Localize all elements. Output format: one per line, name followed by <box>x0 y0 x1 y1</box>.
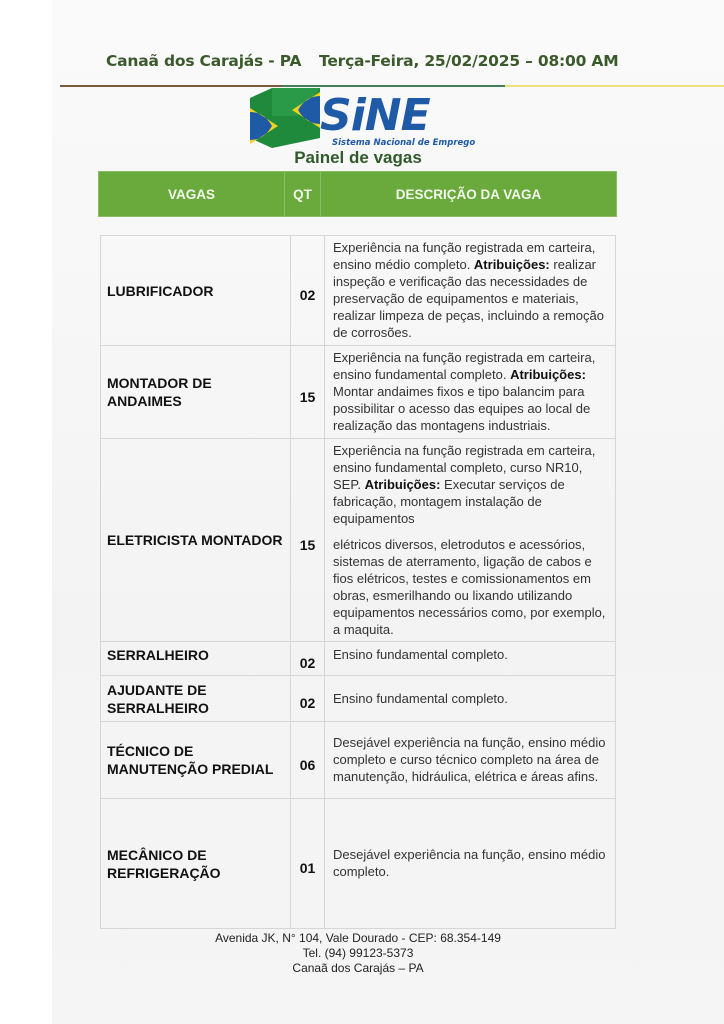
job-description: Experiência na função registrada em carteira, ensino fundamental completo, curso NR10, SEP. Atribuições: Executar serviços de fabricação, montagem instalação de equipamentos elétricos diversos, eletrodutos e acessórios, sistemas de aterramento, ligação de cabos e fios elétricos, testes e comissionamentos em obras, esmerilhando ou lixando utilizando equipamentos necessários como, por exemplo, a maquita. <box>325 439 616 642</box>
job-quantity: 02 <box>291 236 325 346</box>
job-name: ELETRICISTA MONTADOR <box>101 439 291 642</box>
table-row <box>101 439 616 642</box>
table-row <box>101 676 616 722</box>
job-name: SERRALHEIRO <box>101 642 291 676</box>
column-header-qt: QT <box>285 172 321 216</box>
logo-wordmark: SiNE <box>320 90 430 141</box>
table-header <box>98 171 617 217</box>
job-quantity: 15 <box>291 439 325 642</box>
job-description: Desejável experiência na função, ensino médio completo e curso técnico completo na área de manutenção, hidráulica, elétrica e áreas afins. <box>325 722 616 799</box>
job-name: AJUDANTE DE SERRALHEIRO <box>101 676 291 722</box>
job-name: LUBRIFICADOR <box>101 236 291 346</box>
document-footer <box>0 931 724 976</box>
header-rule-teal <box>282 85 505 87</box>
job-description: Experiência na função registrada em carteira, ensino fundamental completo. Atribuições: Montar andaimes fixos e tipo balancim para possibilitar o acesso das equipes ao local de realização das montagens industriais. <box>325 346 616 439</box>
job-quantity: 01 <box>291 799 325 929</box>
table-row <box>101 346 616 439</box>
header-city: Canaã dos Carajás - PA <box>106 52 302 70</box>
column-header-descricao: DESCRIÇÃO DA VAGA <box>395 186 542 202</box>
jobs-table <box>100 235 616 929</box>
job-description: Ensino fundamental completo. <box>325 642 616 676</box>
job-quantity: 02 <box>291 642 325 676</box>
job-name: MONTADOR DE ANDAIMES <box>101 346 291 439</box>
job-description: Experiência na função registrada em carteira, ensino médio completo. Atribuições: realizar inspeção e verificação das necessidades de preservação de equipamentos e materiais, realizar limpeza de peças, incluindo a remoção de corrosões. <box>325 236 616 346</box>
job-name: MECÂNICO DE REFRIGERAÇÃO <box>101 799 291 929</box>
table-row <box>101 799 616 929</box>
footer-address: Avenida JK, N° 104, Vale Dourado - CEP: 68.354-149 <box>215 931 501 945</box>
table-row <box>101 642 616 676</box>
job-quantity: 15 <box>291 346 325 439</box>
brazil-flag-chevron-icon <box>250 88 320 148</box>
footer-phone: Tel. (94) 99123-5373 <box>302 946 414 960</box>
header-rule-brown <box>60 85 282 87</box>
table-row <box>101 236 616 346</box>
sine-logo <box>250 88 476 150</box>
job-description: Desejável experiência na função, ensino médio completo. <box>325 799 616 929</box>
table-row <box>101 722 616 799</box>
job-quantity: 02 <box>291 676 325 722</box>
logo-subtitle: Sistema Nacional de Emprego <box>332 138 476 148</box>
header-rule-yellow <box>505 85 724 87</box>
column-header-vagas: VAGAS <box>99 172 285 216</box>
header-datetime: Terça-Feira, 25/02/2025 – 08:00 AM <box>319 52 619 70</box>
job-description: Ensino fundamental completo. <box>325 676 616 722</box>
panel-title: Painel de vagas <box>294 148 422 167</box>
job-quantity: 06 <box>291 722 325 799</box>
job-name: TÉCNICO DE MANUTENÇÃO PREDIAL <box>101 722 291 799</box>
footer-city: Canaã dos Carajás – PA <box>292 961 424 975</box>
